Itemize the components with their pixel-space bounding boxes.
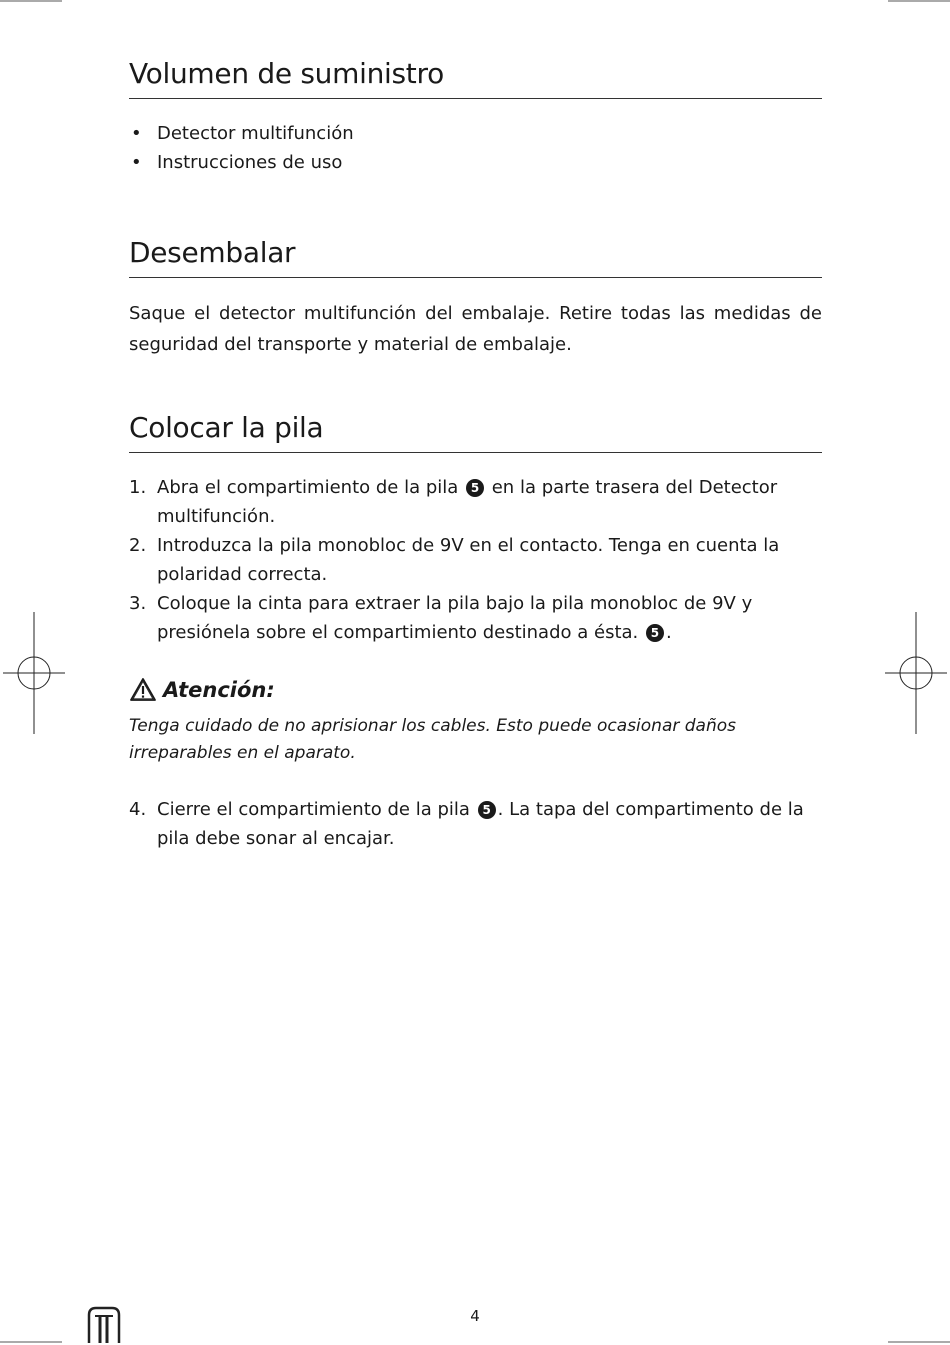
- section-title-battery: Colocar la pila: [129, 410, 822, 453]
- section-battery: [129, 410, 822, 853]
- part-number-badge: 5: [646, 624, 664, 642]
- crop-mark-bottom-left: [0, 1340, 70, 1345]
- page-content: [129, 56, 822, 853]
- list-item: [129, 119, 822, 148]
- manufacturer-logo-icon: [86, 1305, 122, 1345]
- bullet-icon: •: [131, 152, 142, 173]
- page-number: 4: [470, 1307, 480, 1325]
- list-item-text: Instrucciones de uso: [157, 152, 343, 173]
- step-text-after: .: [665, 622, 672, 643]
- unpack-paragraph: Saque el detector multifunción del embalaje. Retire todas las medidas de seguridad del transporte y material de embalaje.: [129, 303, 822, 355]
- step-number: 1.: [129, 477, 147, 498]
- section-unpack: [129, 235, 822, 360]
- battery-steps: [129, 473, 822, 647]
- crop-mark-top-right: [888, 0, 950, 20]
- step-item: [129, 473, 822, 531]
- crop-mark-top-left: [0, 0, 70, 20]
- list-item-text: Detector multifunción: [157, 123, 354, 144]
- warning-triangle-icon: [129, 677, 157, 703]
- battery-steps-continued: [129, 795, 822, 853]
- step-number: 3.: [129, 593, 147, 614]
- step-item: [129, 589, 822, 647]
- section-supply: [129, 56, 822, 177]
- warning-title: Atención:: [163, 678, 275, 702]
- section-title-supply: Volumen de suministro: [129, 56, 822, 99]
- warning-heading: [129, 677, 822, 703]
- step-text-after: en la parte trasera del Detector multifunción.: [157, 477, 778, 527]
- warning-text: Tenga cuidado de no aprisionar los cables. Esto puede ocasionar daños irreparables en el aparato.: [129, 716, 737, 763]
- step-text-before: Coloque la cinta para extraer la pila bajo la pila monobloc de 9V y presiónela sobre el compartimiento destinado a ésta.: [157, 593, 753, 643]
- section-title-unpack: Desembalar: [129, 235, 822, 278]
- step-text-after: . La tapa del compartimento de la pila debe sonar al encajar.: [157, 799, 804, 849]
- crosshair-registration-mark-left: [3, 612, 65, 734]
- step-item: [129, 531, 822, 589]
- list-item: [129, 148, 822, 177]
- crop-mark-bottom-right: [888, 1340, 950, 1345]
- step-text: Introduzca la pila monobloc de 9V en el contacto. Tenga en cuenta la polaridad correcta.: [157, 535, 780, 585]
- crosshair-registration-mark-right: [885, 612, 947, 734]
- part-number-badge: 5: [478, 801, 496, 819]
- part-number-badge: 5: [466, 479, 484, 497]
- step-number: 4.: [129, 799, 147, 820]
- supply-list: [129, 119, 822, 177]
- step-text-before: Abra el compartimiento de la pila: [157, 477, 465, 498]
- step-item: [129, 795, 822, 853]
- bullet-icon: •: [131, 123, 142, 144]
- step-text-before: Cierre el compartimiento de la pila: [157, 799, 476, 820]
- step-number: 2.: [129, 535, 147, 556]
